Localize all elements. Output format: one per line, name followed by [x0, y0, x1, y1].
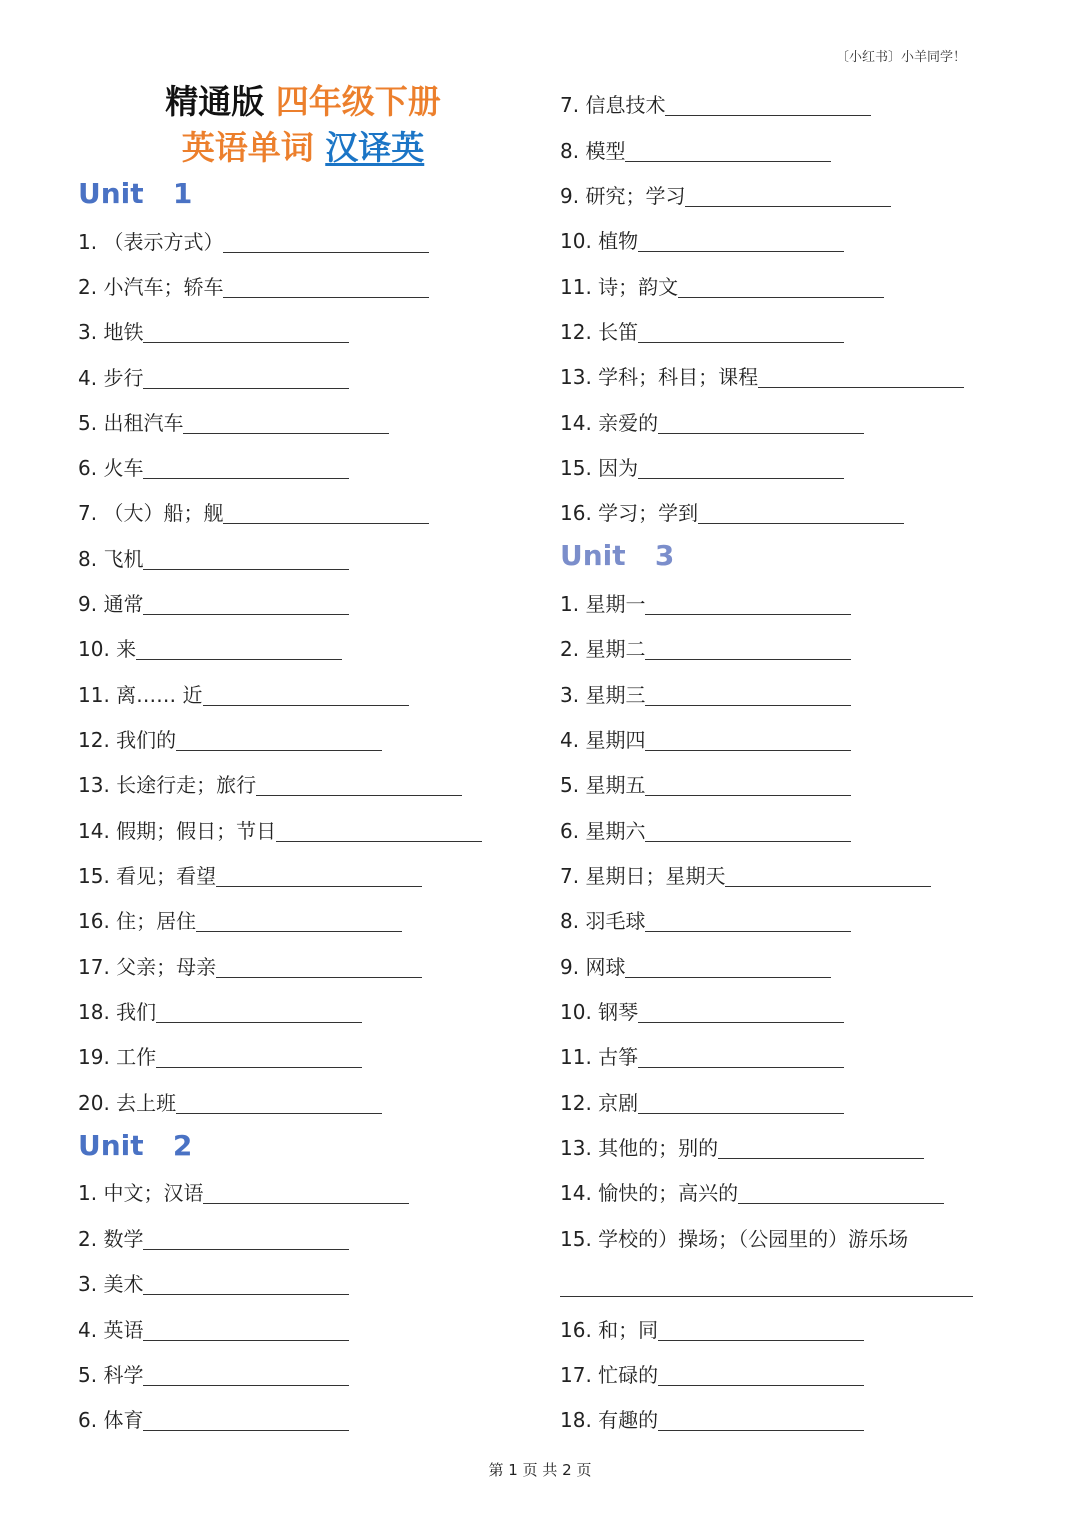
item-prompt: 13. 其他的；别的	[560, 1136, 719, 1160]
answer-blank[interactable]	[638, 1047, 844, 1068]
list-item	[560, 818, 851, 844]
answer-blank[interactable]	[176, 1093, 382, 1114]
item-prompt: 8. 模型	[560, 139, 626, 163]
title-mode: 汉译英	[325, 128, 425, 167]
list-item	[560, 1044, 844, 1070]
item-prompt: 10. 来	[78, 637, 137, 661]
answer-blank[interactable]	[725, 866, 931, 887]
list-item	[560, 908, 851, 934]
title-subject: 英语单词	[181, 128, 314, 167]
list-item	[560, 954, 831, 980]
answer-blank[interactable]	[560, 1296, 973, 1297]
list-item	[560, 455, 844, 481]
list-item	[560, 1135, 924, 1161]
list-item	[560, 999, 844, 1025]
answer-blank[interactable]	[143, 549, 349, 570]
answer-blank[interactable]	[658, 413, 864, 434]
title-grade: 四年级下册	[275, 82, 441, 121]
item-prompt: 11. 离…… 近	[78, 683, 203, 707]
answer-blank[interactable]	[645, 730, 851, 751]
item-prompt: 7. （大）船；舰	[78, 501, 224, 525]
list-item	[78, 1407, 349, 1433]
item-prompt: 1. 星期一	[560, 592, 646, 616]
list-item	[560, 410, 864, 436]
item-prompt: 7. 信息技术	[560, 93, 666, 117]
item-prompt: 9. 研究；学习	[560, 184, 686, 208]
item-prompt: 2. 数学	[78, 1227, 144, 1251]
list-item	[78, 365, 349, 391]
item-prompt: 2. 小汽车；轿车	[78, 275, 224, 299]
answer-blank[interactable]	[638, 231, 844, 252]
list-item	[78, 863, 422, 889]
item-prompt: 1. （表示方式）	[78, 230, 224, 254]
list-item	[560, 1090, 844, 1116]
item-prompt: 14. 愉快的；高兴的	[560, 1181, 739, 1205]
item-prompt: 11. 诗；韵文	[560, 275, 679, 299]
item-prompt: 18. 我们	[78, 1000, 157, 1024]
list-item	[78, 908, 402, 934]
list-item	[78, 954, 422, 980]
list-item	[560, 1362, 864, 1388]
item-prompt: 15. 学校的）操场；（公园里的）游乐场	[560, 1227, 909, 1251]
answer-blank[interactable]	[143, 1320, 349, 1341]
list-item	[560, 228, 844, 254]
item-prompt: 7. 星期日；星期天	[560, 864, 726, 888]
answer-blank[interactable]	[143, 322, 349, 343]
item-prompt: 3. 美术	[78, 1272, 144, 1296]
item-prompt: 17. 忙碌的	[560, 1363, 659, 1387]
list-item	[78, 319, 349, 345]
title-edition: 精通版	[165, 82, 265, 121]
answer-blank[interactable]	[638, 458, 844, 479]
list-item	[560, 1180, 944, 1206]
list-item	[560, 682, 851, 708]
item-prompt: 9. 通常	[78, 592, 144, 616]
answer-blank[interactable]	[718, 1138, 924, 1159]
item-prompt: 11. 古筝	[560, 1045, 639, 1069]
answer-blank[interactable]	[638, 322, 844, 343]
answer-blank[interactable]	[176, 730, 382, 751]
item-prompt: 13. 学科；科目；课程	[560, 365, 759, 389]
item-prompt: 15. 看见；看望	[78, 864, 217, 888]
item-prompt: 3. 星期三	[560, 683, 646, 707]
answer-blank[interactable]	[276, 821, 482, 842]
answer-blank[interactable]	[216, 866, 422, 887]
item-prompt: 9. 网球	[560, 955, 626, 979]
answer-blank[interactable]	[645, 775, 851, 796]
item-prompt: 4. 星期四	[560, 728, 646, 752]
item-prompt: 8. 飞机	[78, 547, 144, 571]
item-prompt: 2. 星期二	[560, 637, 646, 661]
list-item	[78, 1362, 349, 1388]
list-item	[560, 500, 904, 526]
answer-blank[interactable]	[658, 1410, 864, 1431]
list-item	[560, 863, 931, 889]
answer-blank[interactable]	[638, 1002, 844, 1023]
item-prompt: 16. 学习；学到	[560, 501, 699, 525]
item-prompt: 12. 长笛	[560, 320, 639, 344]
answer-blank[interactable]	[203, 1183, 409, 1204]
answer-blank[interactable]	[645, 911, 851, 932]
title-line-2	[118, 126, 488, 170]
item-prompt: 14. 假期；假日；节日	[78, 819, 277, 843]
answer-blank[interactable]	[196, 911, 402, 932]
answer-blank[interactable]	[638, 1093, 844, 1114]
list-item	[78, 274, 429, 300]
item-prompt: 5. 星期五	[560, 773, 646, 797]
unit-3-heading: Unit 3	[560, 539, 675, 572]
item-prompt: 5. 出租汽车	[78, 411, 184, 435]
answer-blank[interactable]	[183, 413, 389, 434]
list-item	[78, 591, 349, 617]
item-prompt: 1. 中文；汉语	[78, 1181, 204, 1205]
list-item	[78, 772, 462, 798]
unit-2-heading: Unit 2	[78, 1129, 193, 1162]
item-prompt: 4. 英语	[78, 1318, 144, 1342]
list-item	[560, 183, 891, 209]
item-prompt: 12. 我们的	[78, 728, 177, 752]
title-line-1	[118, 80, 488, 124]
answer-blank[interactable]	[156, 1002, 362, 1023]
list-item	[78, 682, 409, 708]
answer-blank[interactable]	[256, 775, 462, 796]
answer-blank[interactable]	[223, 232, 429, 253]
answer-blank[interactable]	[143, 368, 349, 389]
page-number: 第 1 页 共 2 页	[488, 1461, 592, 1479]
list-item	[78, 500, 429, 526]
list-item	[560, 772, 851, 798]
answer-blank[interactable]	[223, 503, 429, 524]
item-prompt: 4. 步行	[78, 366, 144, 390]
item-prompt: 16. 和；同	[560, 1318, 659, 1342]
list-item	[78, 1180, 409, 1206]
answer-blank[interactable]	[665, 95, 871, 116]
answer-blank[interactable]	[685, 186, 891, 207]
answer-blank[interactable]	[143, 1410, 349, 1431]
list-item	[78, 636, 342, 662]
answer-blank[interactable]	[223, 277, 429, 298]
list-item	[560, 591, 851, 617]
item-prompt: 12. 京剧	[560, 1091, 639, 1115]
answer-blank[interactable]	[645, 639, 851, 660]
list-item	[560, 1407, 864, 1433]
watermark: 〔小红书〕小羊同学！	[836, 50, 967, 65]
list-item	[560, 319, 844, 345]
list-item	[78, 455, 349, 481]
item-prompt: 15. 因为	[560, 456, 639, 480]
item-prompt: 18. 有趣的	[560, 1408, 659, 1432]
unit-1-heading: Unit 1	[78, 177, 193, 210]
item-prompt: 6. 星期六	[560, 819, 646, 843]
answer-blank[interactable]	[645, 594, 851, 615]
answer-blank[interactable]	[143, 1365, 349, 1386]
answer-blank[interactable]	[216, 957, 422, 978]
answer-blank[interactable]	[143, 1274, 349, 1295]
answer-blank[interactable]	[156, 1047, 362, 1068]
item-prompt: 17. 父亲；母亲	[78, 955, 217, 979]
list-item	[560, 727, 851, 753]
list-item	[78, 410, 389, 436]
answer-blank[interactable]	[625, 957, 831, 978]
item-prompt: 3. 地铁	[78, 320, 144, 344]
item-prompt: 10. 钢琴	[560, 1000, 639, 1024]
answer-blank[interactable]	[758, 367, 964, 388]
item-prompt: 16. 住；居住	[78, 909, 197, 933]
answer-blank[interactable]	[698, 503, 904, 524]
item-prompt: 6. 体育	[78, 1408, 144, 1432]
answer-blank[interactable]	[203, 685, 409, 706]
item-prompt: 8. 羽毛球	[560, 909, 646, 933]
item-prompt: 10. 植物	[560, 229, 639, 253]
answer-blank[interactable]	[645, 685, 851, 706]
list-item	[78, 999, 362, 1025]
list-item	[560, 138, 831, 164]
list-item	[78, 818, 482, 844]
list-item	[78, 546, 349, 572]
item-prompt: 13. 长途行走；旅行	[78, 773, 257, 797]
answer-blank[interactable]	[625, 141, 831, 162]
list-item	[560, 1317, 864, 1343]
list-item	[560, 1226, 908, 1252]
answer-blank[interactable]	[658, 1320, 864, 1341]
answer-blank[interactable]	[658, 1365, 864, 1386]
list-item	[560, 364, 964, 390]
list-item	[78, 1044, 362, 1070]
answer-blank[interactable]	[738, 1183, 944, 1204]
list-item	[78, 1090, 382, 1116]
item-prompt: 6. 火车	[78, 456, 144, 480]
item-prompt: 20. 去上班	[78, 1091, 177, 1115]
answer-blank[interactable]	[143, 594, 349, 615]
item-prompt: 14. 亲爱的	[560, 411, 659, 435]
list-item	[560, 274, 884, 300]
list-item	[560, 636, 851, 662]
list-item	[78, 229, 429, 255]
answer-blank[interactable]	[143, 1229, 349, 1250]
answer-blank[interactable]	[143, 458, 349, 479]
list-item	[78, 1271, 349, 1297]
item-prompt: 5. 科学	[78, 1363, 144, 1387]
answer-blank[interactable]	[678, 277, 884, 298]
list-item	[78, 1317, 349, 1343]
list-item	[78, 1226, 349, 1252]
answer-blank[interactable]	[645, 821, 851, 842]
answer-blank[interactable]	[136, 639, 342, 660]
list-item	[78, 727, 382, 753]
list-item	[560, 92, 871, 118]
item-prompt: 19. 工作	[78, 1045, 157, 1069]
